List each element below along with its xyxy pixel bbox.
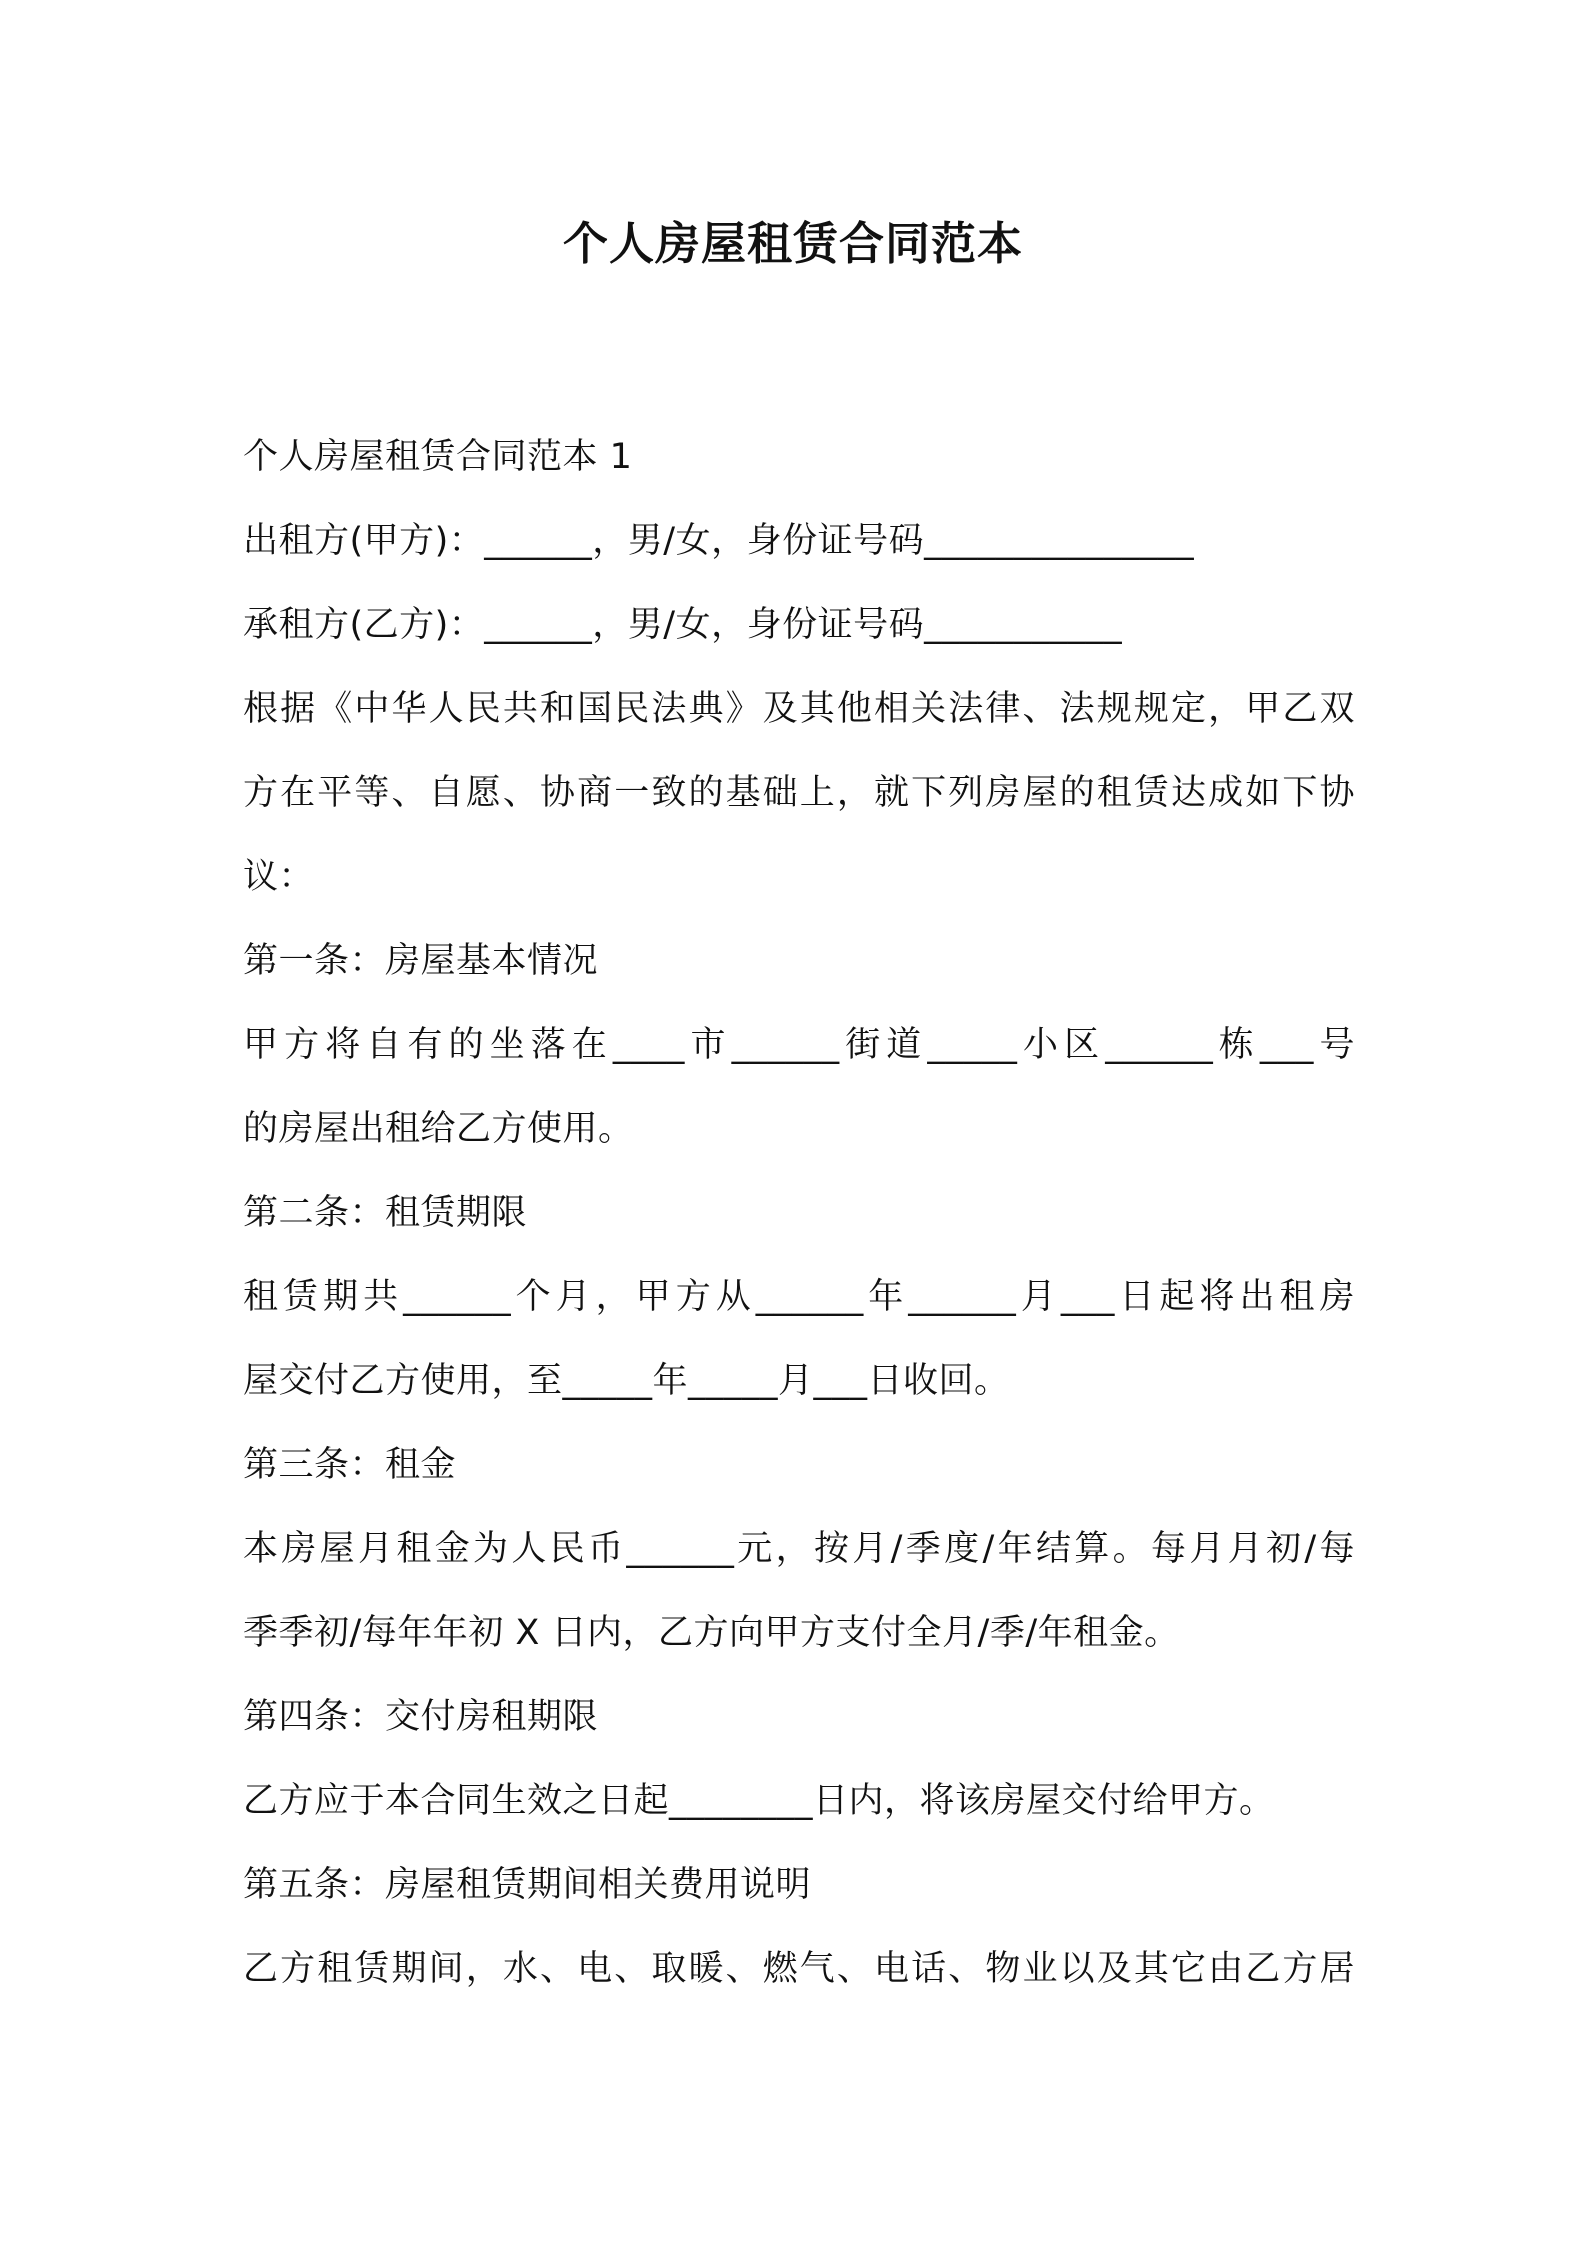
article-heading: 第三条：租金 — [243, 1445, 457, 1485]
paragraph-line: 根据《中华人民共和国民法典》及其他相关法律、法规规定，甲乙双 — [243, 689, 1355, 729]
paragraph-line: 乙方租赁期间，水、电、取暖、燃气、电话、物业以及其它由乙方居 — [243, 1949, 1355, 1989]
paragraph-line: 方在平等、自愿、协商一致的基础上，就下列房屋的租赁达成如下协 — [243, 773, 1355, 813]
lessor-line: 出租方(甲方)：______，男/女，身份证号码_______________ — [243, 521, 1195, 561]
paragraph-line: 乙方应于本合同生效之日起________日内，将该房屋交付给甲方。 — [243, 1781, 1275, 1821]
document-body — [243, 415, 1355, 2011]
paragraph-line: 甲方将自有的坐落在____市______街道_____小区______栋___号 — [243, 1025, 1355, 1065]
paragraph-line: 屋交付乙方使用，至_____年_____月___日收回。 — [243, 1361, 1010, 1401]
paragraph-line: 议： — [243, 857, 315, 897]
paragraph-line: 本房屋月租金为人民币______元，按月/季度/年结算。每月月初/每 — [243, 1529, 1355, 1569]
paragraph-line: 租赁期共______个月，甲方从______年______月___日起将出租房 — [243, 1277, 1355, 1317]
document-title: 个人房屋租赁合同范本 — [562, 217, 1023, 270]
section-heading: 个人房屋租赁合同范本 1 — [243, 437, 633, 477]
article-heading: 第二条：租赁期限 — [243, 1193, 528, 1233]
article-heading: 第四条：交付房租期限 — [243, 1697, 599, 1737]
article-heading: 第五条：房屋租赁期间相关费用说明 — [243, 1865, 812, 1905]
paragraph-line: 季季初/每年年初 X 日内，乙方向甲方支付全月/季/年租金。 — [243, 1613, 1180, 1653]
lessee-line: 承租方(乙方)：______，男/女，身份证号码___________ — [243, 605, 1123, 645]
paragraph-line: 的房屋出租给乙方使用。 — [243, 1109, 634, 1149]
article-heading: 第一条：房屋基本情况 — [243, 941, 599, 981]
